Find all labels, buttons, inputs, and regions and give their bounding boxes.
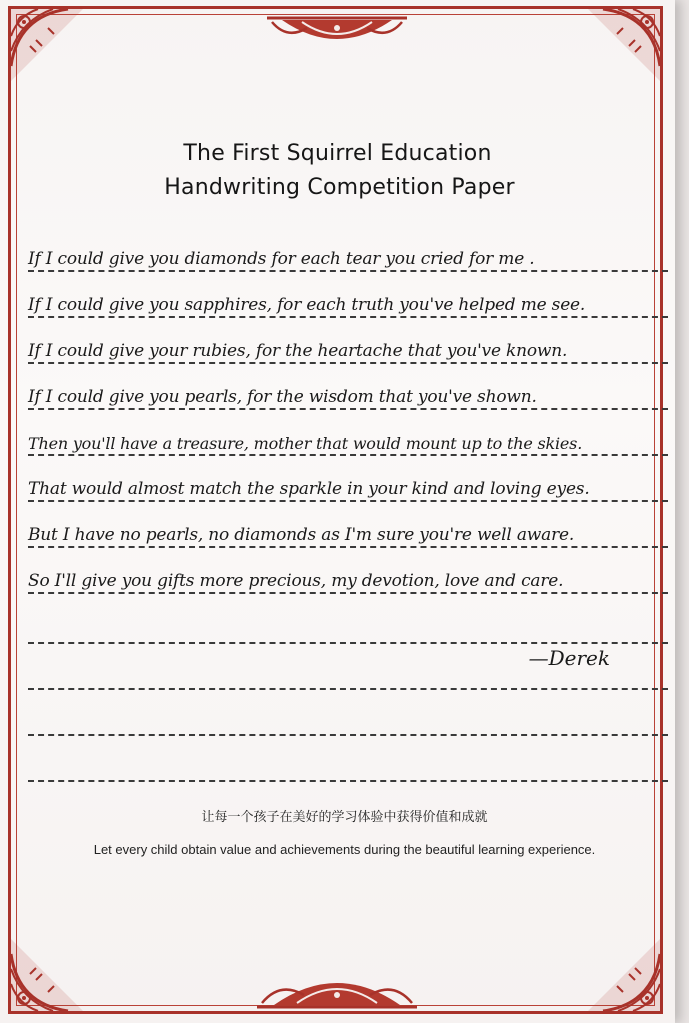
- writing-line-blank: [28, 736, 668, 782]
- handwritten-line: But I have no pearls, no diamonds as I'm sure you're well aware.: [28, 525, 575, 545]
- writing-lines: [28, 226, 668, 782]
- writing-line-blank: [28, 644, 668, 690]
- corner-ornament-icon: [8, 936, 86, 1014]
- top-scroll-ornament-icon: [262, 14, 412, 58]
- handwritten-line: If I could give you sapphires, for each truth you've helped me see.: [28, 295, 586, 315]
- handwritten-line: If I could give your rubies, for the heartache that you've known.: [28, 341, 568, 361]
- corner-ornament-icon: [585, 936, 663, 1014]
- signature: —Derek: [528, 646, 610, 670]
- writing-line-blank: [28, 594, 668, 670]
- handwritten-line: So I'll give you gifts more precious, my devotion, love and care.: [28, 571, 564, 591]
- writing-line-blank: [28, 690, 668, 736]
- page-title-line-2: Handwriting Competition Paper: [164, 175, 515, 200]
- handwritten-line: That would almost match the sparkle in your kind and loving eyes.: [28, 479, 590, 499]
- writing-line: [28, 502, 668, 548]
- motto-english: Let every child obtain value and achievements during the beautiful learning experience.: [93, 842, 596, 857]
- page-title-line-1: The First Squirrel Education: [183, 141, 492, 166]
- writing-line: [28, 456, 668, 502]
- motto-chinese: 让每一个孩子在美好的学习体验中获得价值和成就: [201, 810, 488, 825]
- writing-line: [28, 272, 668, 318]
- writing-line: [28, 410, 668, 456]
- corner-ornament-icon: [8, 6, 86, 84]
- writing-line: [28, 364, 668, 410]
- writing-line: [28, 226, 668, 272]
- handwritten-line: Then you'll have a treasure, mother that would mount up to the skies.: [28, 434, 583, 453]
- corner-ornament-icon: [585, 6, 663, 84]
- writing-line: [28, 318, 668, 364]
- writing-line: [28, 548, 668, 594]
- bottom-scroll-ornament-icon: [252, 961, 422, 1011]
- handwritten-line: If I could give you diamonds for each tear you cried for me .: [28, 249, 535, 269]
- handwritten-line: If I could give you pearls, for the wisdom that you've shown.: [28, 387, 537, 407]
